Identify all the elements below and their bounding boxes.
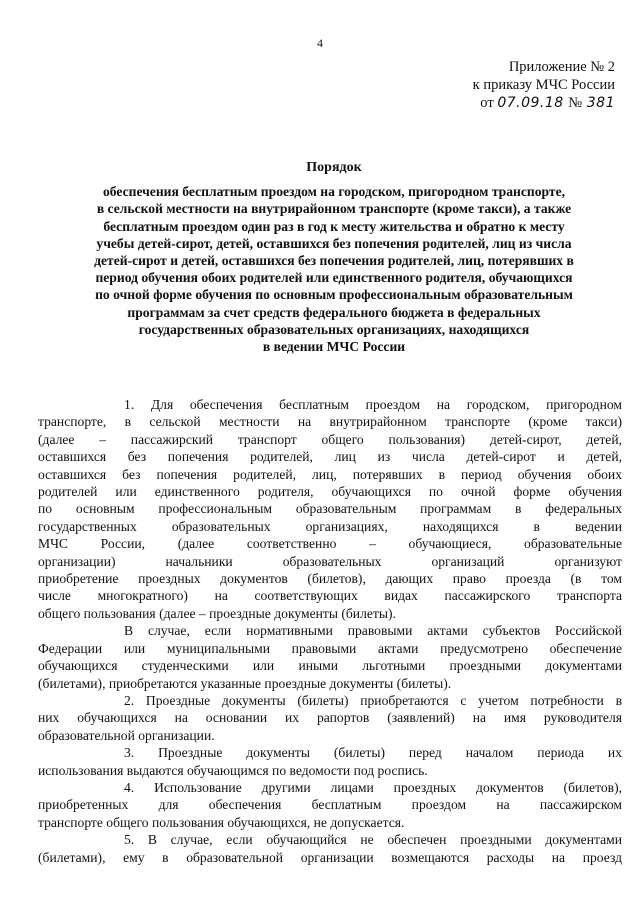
text-line: МЧС России, (далее соответственно – обучающиеся, образовательные bbox=[38, 536, 622, 552]
title-heading: Порядок bbox=[306, 160, 362, 175]
attachment-title: Приложение № 2 bbox=[508, 59, 615, 75]
attachment-header bbox=[440, 58, 615, 112]
text-line: числе многократного) на соответствующих видах пассажирского транспорта bbox=[38, 588, 622, 604]
text-line: приобретенных для обеспечения бесплатным проездом на пассажирском bbox=[38, 797, 622, 813]
title-line: детей-сирот и детей, оставшихся без попечения родителей, лиц, потерявших в bbox=[94, 253, 574, 269]
text-line: 2. Проездные документы (билеты) приобретаются с учетом потребности в bbox=[124, 692, 622, 708]
text-line: оставшихся без попечения родителей, лиц из числа детей-сирот и детей, bbox=[38, 449, 622, 465]
text-line: 1. Для обеспечения бесплатным проездом на городском, пригородном bbox=[124, 397, 622, 412]
title-line: в ведении МЧС России bbox=[262, 339, 406, 355]
text-line: образовательной организации. bbox=[38, 727, 215, 743]
text-line: них обучающихся на основании их рапортов (заявлений) на имя руководителя bbox=[38, 710, 622, 726]
text-line: приобретение проездных документов (билетов), дающих право проезда (в том bbox=[38, 571, 622, 587]
text-line: 4. Использование другими лицами проездных документов (билетов), bbox=[124, 779, 622, 795]
title-line: обеспечения бесплатным проездом на городском, пригородном транспорте, bbox=[102, 184, 566, 200]
paragraph-2 bbox=[38, 692, 622, 744]
text-line: организации) начальники образовательных организаций организуют bbox=[38, 553, 622, 569]
text-line: 5. В случае, если обучающийся не обеспечен проездными документами bbox=[124, 832, 622, 848]
title-line: учебы детей-сирот, детей, оставшихся без попечения родителей, лиц из числа bbox=[96, 235, 572, 251]
text-line: обучающихся студенческими или иными льготными проездными документами bbox=[38, 658, 622, 674]
text-line: В случае, если нормативными правовыми актами субъектов Российской bbox=[124, 623, 622, 639]
page-number: 4 bbox=[317, 36, 323, 50]
attachment-date-number bbox=[440, 94, 615, 112]
paragraph-4 bbox=[38, 779, 622, 831]
title-line: программам за счет средств федерального бюджета в федеральных bbox=[127, 304, 541, 320]
document-body bbox=[38, 396, 622, 866]
text-line: 3. Проездные документы (билеты) перед началом периода их bbox=[124, 745, 622, 761]
text-line: использования выдаются обучающимся по ведомости под роспись. bbox=[38, 762, 428, 778]
title-line: по очной форме обучения по основным профессиональным образовательным bbox=[95, 287, 573, 303]
text-line: (далее – пассажирский транспорт общего пользования) детей-сирот, детей, bbox=[38, 431, 622, 447]
paragraph-1 bbox=[38, 396, 622, 622]
number-sign: № bbox=[568, 95, 583, 111]
title-line: бесплатным проездом один раз в год к месту жительства и обратно к месту bbox=[103, 218, 565, 234]
text-line: государственных образовательных организациях, находящихся в ведении bbox=[38, 518, 622, 534]
text-line: родителей или единственного родителя, обучающихся по очной форме обучения bbox=[38, 484, 622, 500]
paragraph-3 bbox=[38, 744, 622, 779]
text-line: оставшихся без попечения родителей, лиц, потерявших в период обучения обоих bbox=[38, 466, 622, 482]
text-line: Федерации или муниципальными правовыми актами предусмотрено обеспечение bbox=[38, 640, 622, 656]
handwritten-number: 381 bbox=[586, 95, 615, 111]
from-label: от bbox=[480, 95, 494, 111]
text-line: (билетами), ему в образовательной организации возмещаются расходы на проезд bbox=[38, 849, 622, 865]
attachment-order-ref: к приказу МЧС России bbox=[472, 77, 615, 93]
text-line: (билетами), приобретаются указанные проездные документы (билеты). bbox=[38, 675, 452, 691]
paragraph-1-cont bbox=[38, 622, 622, 692]
title-line: государственных образовательных организациях, находящихся bbox=[138, 321, 530, 337]
document-title bbox=[48, 159, 620, 355]
title-line: в сельской местности на внутрирайонном транспорте (кроме такси), а также bbox=[96, 201, 572, 217]
text-line: транспорте общего пользования обучающихся, не допускается. bbox=[38, 814, 405, 830]
text-line: транспорте, в сельской местности на внутрирайонном транспорте (кроме такси) bbox=[38, 414, 622, 430]
text-line: по основным профессиональным образовательным программам в федеральных bbox=[38, 501, 622, 517]
handwritten-date: 07.09.18 bbox=[497, 95, 564, 111]
paragraph-5 bbox=[38, 831, 622, 866]
text-line: общего пользования (далее – проездные документы (билеты). bbox=[38, 605, 396, 621]
title-line: период обучения обоих родителей или единственного родителя, обучающихся bbox=[95, 270, 573, 286]
